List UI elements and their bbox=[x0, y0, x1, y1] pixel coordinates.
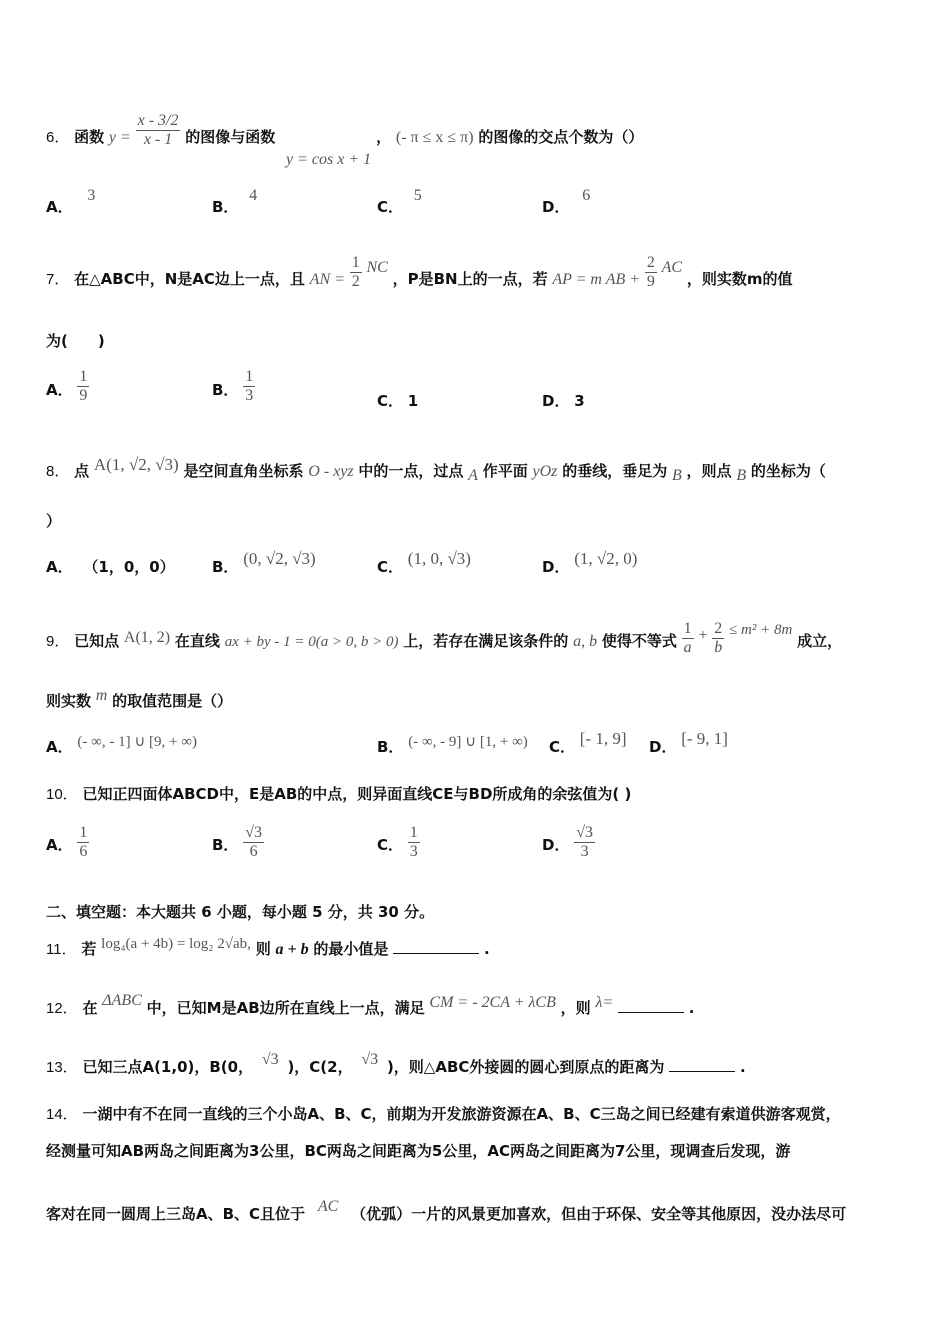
q14-line-3a: 客对在同一圆周上三岛A、B、C且位于 bbox=[46, 1205, 306, 1223]
option-label: B． bbox=[212, 558, 239, 576]
q10-option-a[interactable] bbox=[46, 824, 89, 861]
q9-m: m bbox=[95, 687, 108, 704]
q11-expr: log₄(a + 4b) = log₂ 2√ab, bbox=[101, 936, 251, 952]
q9-line-2 bbox=[46, 687, 910, 713]
q11-answer-blank[interactable] bbox=[393, 953, 479, 954]
q11-ab: a + b bbox=[275, 941, 309, 958]
q6-cos-expr bbox=[286, 148, 910, 171]
q14-line-3-row bbox=[46, 1198, 910, 1226]
question-11 bbox=[46, 938, 910, 961]
option-value: 1 bbox=[407, 392, 419, 410]
q9-text-4: 使得不等式 bbox=[601, 632, 677, 650]
q7-paren: 为( ) bbox=[46, 332, 105, 350]
option-label: C． bbox=[377, 836, 404, 854]
q6-option-b[interactable] bbox=[212, 187, 258, 219]
q9-number: 9． bbox=[46, 633, 70, 650]
q7-text-3: ，则实数m的值 bbox=[686, 270, 793, 288]
q12-text-3: ，则 bbox=[560, 999, 591, 1017]
option-label: A． bbox=[46, 558, 73, 576]
q9-rhs: ≤ m² + 8m bbox=[729, 622, 793, 638]
q7-frac1-bot: 2 bbox=[351, 273, 360, 290]
q9-frac-b-bot: b bbox=[714, 639, 723, 656]
q10-option-c[interactable] bbox=[377, 824, 420, 861]
question-10 bbox=[46, 783, 910, 806]
q9-frac-a-bot: a bbox=[683, 639, 692, 656]
q9-line: ax + by - 1 = 0(a > 0, b > 0) bbox=[224, 634, 399, 650]
q7-nc: NC bbox=[366, 259, 388, 276]
q9-option-b[interactable] bbox=[377, 736, 528, 759]
question-7 bbox=[46, 254, 910, 291]
q8-option-c[interactable] bbox=[377, 549, 471, 578]
question-6 bbox=[46, 112, 910, 149]
option-value: 3 bbox=[574, 392, 585, 410]
q8-b1: B bbox=[671, 467, 682, 484]
q6-range: (- π ≤ x ≤ π) bbox=[395, 129, 474, 146]
q11-text-1: 若 bbox=[81, 940, 97, 958]
q14-arc: AC bbox=[317, 1198, 339, 1215]
option-value: (- ∞, - 1] ∪ [9, + ∞) bbox=[77, 734, 197, 750]
q9-frac-b bbox=[712, 620, 724, 657]
q14-line-2-row bbox=[46, 1140, 910, 1162]
question-8 bbox=[46, 455, 910, 484]
q12-text-1: 在 bbox=[82, 999, 98, 1017]
frac-bot: 3 bbox=[409, 843, 418, 860]
q14-line-2: 经测量可知AB两岛之间距离为3公里，BC两岛之间距离为5公里，AC两岛之间距离为7公里，现调查后发现，游 bbox=[46, 1142, 791, 1160]
frac-bot: 3 bbox=[580, 843, 589, 860]
q8-option-b[interactable] bbox=[212, 549, 316, 578]
q7-ap: AP = m AB + bbox=[552, 271, 641, 288]
q12-number: 12． bbox=[46, 1000, 78, 1017]
option-label: D． bbox=[542, 198, 570, 216]
option-label: C． bbox=[377, 198, 404, 216]
q13-text-2: )，C(2， bbox=[287, 1058, 353, 1076]
q12-end: . bbox=[688, 999, 695, 1017]
option-label: D． bbox=[542, 836, 570, 854]
question-14 bbox=[46, 1103, 910, 1126]
q9-text-2: 在直线 bbox=[174, 632, 220, 650]
section-2-heading bbox=[46, 901, 910, 923]
q12-tri: ΔABC bbox=[102, 992, 142, 1009]
q6-cosx: y = cos x + 1 bbox=[286, 151, 372, 168]
q7-text-1: 在△ABC中，N是AC边上一点，且 bbox=[74, 270, 305, 288]
q6-option-d[interactable] bbox=[542, 187, 591, 219]
q9-point: A(1, 2) bbox=[123, 629, 171, 646]
q13-number: 13． bbox=[46, 1059, 78, 1076]
frac-bot: 6 bbox=[79, 843, 88, 860]
q11-number: 11． bbox=[46, 941, 77, 958]
q9-ab: a, b bbox=[573, 633, 598, 650]
q6-comma: ， bbox=[376, 128, 392, 146]
frac-top: √3 bbox=[576, 824, 594, 841]
section-2-text: 二、填空题：本大题共 6 小题，每小题 5 分，共 30 分。 bbox=[46, 903, 435, 921]
q10-text: 已知正四面体ABCD中，E是AB的中点，则异面直线CE与BD所成角的余弦值为( ) bbox=[82, 785, 632, 803]
q8-text-4: 作平面 bbox=[482, 462, 528, 480]
q7-frac2-bot: 9 bbox=[646, 273, 655, 290]
q9-text-1: 已知点 bbox=[74, 632, 120, 650]
q9-option-d[interactable] bbox=[649, 729, 728, 758]
q13-text-1: 已知三点A(1,0)，B(0， bbox=[82, 1058, 254, 1076]
question-13 bbox=[46, 1051, 910, 1079]
q7-text-2: ，P是BN上的一点，若 bbox=[392, 270, 548, 288]
q12-expr: CM = - 2CA + λCB bbox=[429, 994, 556, 1011]
frac-top: 1 bbox=[245, 368, 254, 385]
q8-text-6: ，则点 bbox=[686, 462, 732, 480]
q8-text-7: 的坐标为（ bbox=[750, 462, 826, 480]
q6-text-1: 函数 bbox=[74, 128, 105, 146]
q6-text-2: 的图像与函数 bbox=[185, 128, 276, 146]
q11-text-3: 的最小值是 bbox=[313, 940, 389, 958]
q11-end: . bbox=[483, 940, 490, 958]
q9-option-a[interactable] bbox=[46, 736, 197, 759]
frac-top: 1 bbox=[409, 824, 418, 841]
q9-line2-b: 的取值范围是（） bbox=[112, 692, 233, 710]
q12-text-2: 中，已知M是AB边所在直线上一点，满足 bbox=[146, 999, 425, 1017]
q8-text-5: 的垂线，垂足为 bbox=[562, 462, 668, 480]
q10-option-b[interactable] bbox=[212, 824, 264, 861]
q7-option-a[interactable] bbox=[46, 368, 89, 405]
q11-text-2: 则 bbox=[255, 940, 271, 958]
q7-frac2-top: 2 bbox=[646, 254, 655, 271]
q7-line-2 bbox=[46, 330, 910, 352]
option-label: A． bbox=[46, 836, 73, 854]
frac-bot: 3 bbox=[245, 387, 254, 404]
q8-point: A(1, √2, √3) bbox=[93, 455, 179, 474]
q7-frac1-top: 1 bbox=[351, 254, 360, 271]
q9-option-c[interactable] bbox=[549, 729, 627, 758]
q7-an: AN = bbox=[309, 271, 345, 288]
option-fraction bbox=[243, 368, 255, 405]
option-label: A． bbox=[46, 738, 73, 756]
option-fraction bbox=[77, 824, 89, 861]
q8-close-paren: ） bbox=[46, 512, 62, 530]
q14-number: 14． bbox=[46, 1106, 78, 1123]
q8-plane: yOz bbox=[532, 463, 558, 480]
q6-frac-bot: x - 1 bbox=[143, 131, 173, 148]
q7-option-d[interactable] bbox=[542, 390, 585, 412]
q7-option-c[interactable] bbox=[377, 390, 418, 412]
q13-text-3: )，则△ABC外接圆的圆心到原点的距离为 bbox=[386, 1058, 665, 1076]
option-value: （1，0，0） bbox=[83, 558, 175, 576]
q9-line2-a: 则实数 bbox=[46, 692, 92, 710]
option-value: [- 9, 1] bbox=[681, 729, 728, 748]
q6-frac-top: x - 3/2 bbox=[137, 112, 179, 129]
q8-text-1: 点 bbox=[74, 462, 90, 480]
option-value: (1, √2, 0) bbox=[574, 549, 638, 568]
q7-fraction-1 bbox=[350, 254, 362, 291]
option-value: 5 bbox=[413, 187, 422, 204]
option-value: (1, 0, √3) bbox=[407, 549, 471, 568]
option-label: D． bbox=[649, 738, 677, 756]
q6-number: 6． bbox=[46, 129, 70, 146]
q6-text-3: 的图像的交点个数为（） bbox=[478, 128, 644, 146]
q13-answer-blank[interactable] bbox=[669, 1071, 735, 1072]
option-value: 3 bbox=[87, 187, 96, 204]
option-value: [- 1, 9] bbox=[579, 729, 627, 748]
q9-frac-b-top: 2 bbox=[714, 620, 723, 637]
q7-number: 7． bbox=[46, 271, 70, 288]
option-label: C． bbox=[377, 392, 404, 410]
q8-option-a[interactable] bbox=[46, 556, 175, 578]
q13-sqrt-2: √3 bbox=[361, 1051, 379, 1068]
option-label: D． bbox=[542, 558, 570, 576]
option-label: B． bbox=[212, 198, 239, 216]
q6-option-a[interactable] bbox=[46, 187, 96, 219]
option-label: D． bbox=[542, 392, 570, 410]
option-label: A． bbox=[46, 381, 73, 399]
frac-top: 1 bbox=[79, 368, 88, 385]
q14-line-1: 一湖中有不在同一直线的三个小岛A、B、C，前期为开发旅游资源在A、B、C三岛之间已经建有索道供游客观赏， bbox=[82, 1105, 841, 1123]
q9-plus: + bbox=[698, 627, 708, 644]
option-label: C． bbox=[549, 738, 576, 756]
q10-number: 10． bbox=[46, 786, 78, 803]
option-value: (- ∞, - 9] ∪ [1, + ∞) bbox=[408, 734, 528, 750]
q10-option-d[interactable] bbox=[542, 824, 595, 861]
question-9 bbox=[46, 620, 910, 657]
q13-sqrt-1: √3 bbox=[261, 1051, 279, 1068]
frac-bot: 9 bbox=[79, 387, 88, 404]
option-label: A． bbox=[46, 198, 73, 216]
q8-sys: O - xyz bbox=[308, 463, 354, 480]
q6-option-c[interactable] bbox=[377, 187, 422, 219]
option-label: B． bbox=[212, 836, 239, 854]
q9-frac-a bbox=[682, 620, 694, 657]
option-label: B． bbox=[377, 738, 404, 756]
q8-b2: B bbox=[736, 467, 747, 484]
q8-text-3: 中的一点，过点 bbox=[358, 462, 464, 480]
q14-line-3b: （优弧）一片的风景更加喜欢，但由于环保、安全等其他原因，没办法尽可 bbox=[351, 1205, 847, 1223]
q12-answer-blank[interactable] bbox=[618, 1012, 684, 1013]
q8-line-2 bbox=[46, 510, 910, 532]
q7-ac: AC bbox=[661, 259, 683, 276]
frac-top: 1 bbox=[79, 824, 88, 841]
option-label: C． bbox=[377, 558, 404, 576]
option-fraction bbox=[574, 824, 595, 861]
q8-number: 8． bbox=[46, 463, 70, 480]
q8-text-2: 是空间直角坐标系 bbox=[183, 462, 304, 480]
q8-a: A bbox=[468, 467, 478, 484]
q9-frac-a-top: 1 bbox=[683, 620, 692, 637]
option-fraction bbox=[77, 368, 89, 405]
option-value: 4 bbox=[249, 187, 258, 204]
option-value: 6 bbox=[582, 187, 591, 204]
question-12 bbox=[46, 992, 910, 1020]
option-value: (0, √2, √3) bbox=[243, 549, 316, 568]
q7-option-b[interactable] bbox=[212, 368, 255, 405]
option-fraction bbox=[243, 824, 264, 861]
option-fraction bbox=[408, 824, 420, 861]
q6-fraction bbox=[136, 112, 181, 149]
q9-text-3: 上，若存在满足该条件的 bbox=[403, 632, 569, 650]
q7-fraction-2 bbox=[645, 254, 657, 291]
q6-y-eq: y = bbox=[108, 129, 131, 146]
frac-bot: 6 bbox=[249, 843, 258, 860]
q12-lambda: λ= bbox=[595, 994, 614, 1011]
option-label: B． bbox=[212, 381, 239, 399]
q8-option-d[interactable] bbox=[542, 549, 638, 578]
q13-end: . bbox=[739, 1058, 746, 1076]
frac-top: √3 bbox=[245, 824, 262, 841]
q9-text-5: 成立， bbox=[797, 632, 843, 650]
